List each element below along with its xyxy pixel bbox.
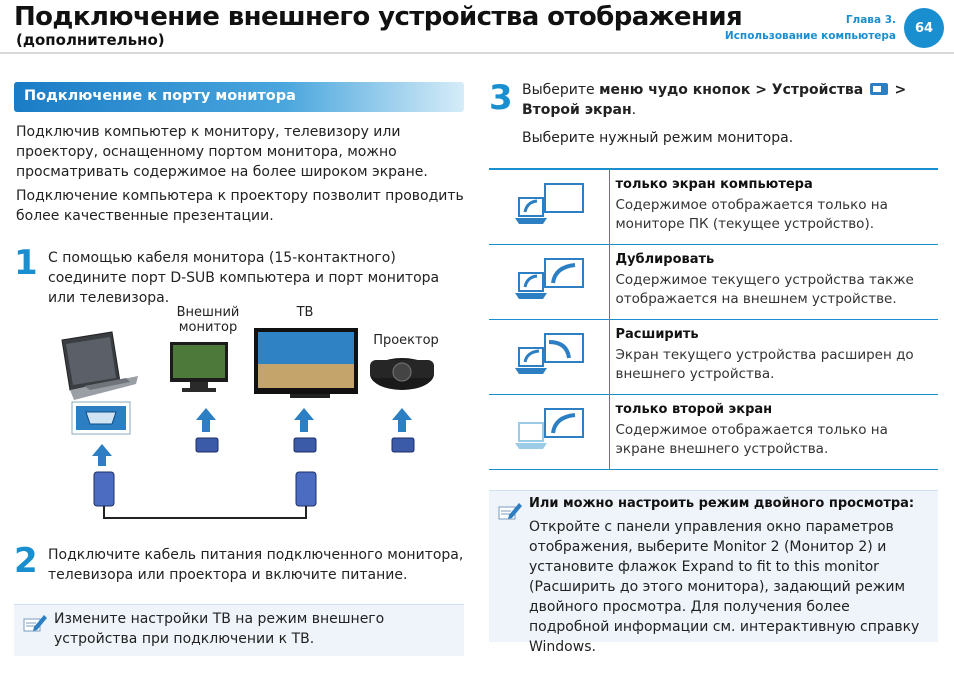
- intro-paragraph-2: Подключение компьютера к проектору позволит проводить более качественные презентации.: [16, 188, 464, 224]
- tv-icon: [254, 328, 358, 398]
- mode-second-only-desc: [609, 394, 938, 469]
- arrow-up-icons: [92, 408, 412, 466]
- step-3-suffix: .: [631, 102, 637, 118]
- step-3-charm-menu: меню чудо кнопок > Устройства: [599, 82, 864, 98]
- mode-text: Экран текущего устройства расширен до внешнего устройства.: [615, 346, 914, 382]
- mode-text: Содержимое отображается только на экране внешнего устройства.: [615, 421, 888, 457]
- second-screen-only-icon: [509, 405, 589, 455]
- note-left-text: Измените настройки ТВ на режим внешнего устройства при подключении к ТВ.: [54, 611, 385, 647]
- laptop-icon: [62, 332, 138, 400]
- step-3-number: 3: [489, 78, 513, 118]
- devices-icon: [868, 81, 890, 97]
- connection-diagram: [40, 320, 460, 530]
- step-3-second-screen: > Второй экран: [522, 82, 907, 118]
- chapter-label: [725, 12, 896, 44]
- step-2-number: 2: [14, 541, 38, 581]
- mode-name: только второй экран: [615, 401, 773, 417]
- note-pencil-icon: [22, 613, 48, 635]
- mode-text: Содержимое текущего устройства также отображается на внешнем устройстве.: [615, 271, 914, 307]
- note-box-left: [14, 604, 464, 656]
- mode-pc-only-desc: [609, 169, 938, 244]
- label-tv: ТВ: [296, 305, 314, 320]
- step-3-prefix: Выберите: [522, 82, 600, 98]
- step-3-subtext: Выберите нужный режим монитора.: [522, 130, 794, 146]
- step-1-number: 1: [14, 243, 38, 283]
- page-subtitle: (дополнительно): [16, 31, 165, 49]
- section-heading: Подключение к порту монитора: [14, 82, 464, 112]
- note-pencil-icon: [497, 501, 523, 523]
- note-box-right: [489, 490, 938, 655]
- label-monitor-line2: монитор: [178, 320, 238, 335]
- mode-name: только экран компьютера: [615, 177, 813, 192]
- duplicate-icon: [509, 255, 589, 305]
- projector-icon: [370, 358, 434, 390]
- page-title: Подключение внешнего устройства отображения: [14, 2, 743, 32]
- note-right-title: Или можно настроить режим двойного просмотра:: [529, 496, 915, 511]
- vga-cable: [104, 506, 306, 518]
- label-monitor-line1: Внешний: [176, 305, 240, 320]
- extend-icon: [509, 330, 589, 380]
- step-1-text: С помощью кабеля монитора (15-контактного) соедините порт D-SUB компьютера и порт монитора или телевизора.: [48, 250, 440, 306]
- mode-second-only-icon-cell: [489, 394, 609, 469]
- note-right-text: Откройте с панели управления окно параметров отображения, выберите Monitor 2 (Монитор 2) и установите флажок Expand to fit to this monitor (Расширить до этого монитора), задающий режим двойного просмотра. Для получения более подробной информации см. интерактивную справку Windows.: [529, 519, 920, 655]
- mode-duplicate-desc: [609, 244, 938, 319]
- intro-paragraph-1: Подключив компьютер к монитору, телевизору или проектору, оснащенному портом монитора, можно просматривать содержимое на более широком экране.: [16, 124, 428, 180]
- mode-duplicate-icon-cell: [489, 244, 609, 319]
- dsub-port-icon: [72, 402, 130, 434]
- mode-name: Расширить: [615, 326, 699, 342]
- mode-text: Содержимое отображается только на мониторе ПК (текущее устройство).: [615, 197, 888, 232]
- mode-name: Дублировать: [615, 251, 715, 267]
- external-monitor-icon: [170, 342, 228, 392]
- vga-plug-icons: [94, 472, 316, 506]
- mode-row-second-only[interactable]: [489, 394, 938, 469]
- mode-row-pc-only[interactable]: [489, 169, 938, 244]
- step-2-text: Подключите кабель питания подключенного монитора, телевизора или проектора и включите питание.: [48, 547, 464, 583]
- pc-screen-only-icon: [509, 180, 589, 230]
- vga-connector-icons: [196, 438, 414, 452]
- page-number-badge: 64: [904, 8, 944, 48]
- label-projector: Проектор: [373, 333, 439, 348]
- chapter-number: Глава 3.: [845, 14, 896, 26]
- mode-extend-icon-cell: [489, 319, 609, 394]
- mode-pc-only-icon-cell: [489, 169, 609, 244]
- step-3-text: [522, 80, 942, 120]
- chapter-title: Использование компьютера: [724, 30, 896, 42]
- mode-row-extend[interactable]: [489, 319, 938, 394]
- display-modes-table: [489, 168, 938, 470]
- mode-row-duplicate[interactable]: [489, 244, 938, 319]
- mode-extend-desc: [609, 319, 938, 394]
- header-divider: [0, 52, 954, 54]
